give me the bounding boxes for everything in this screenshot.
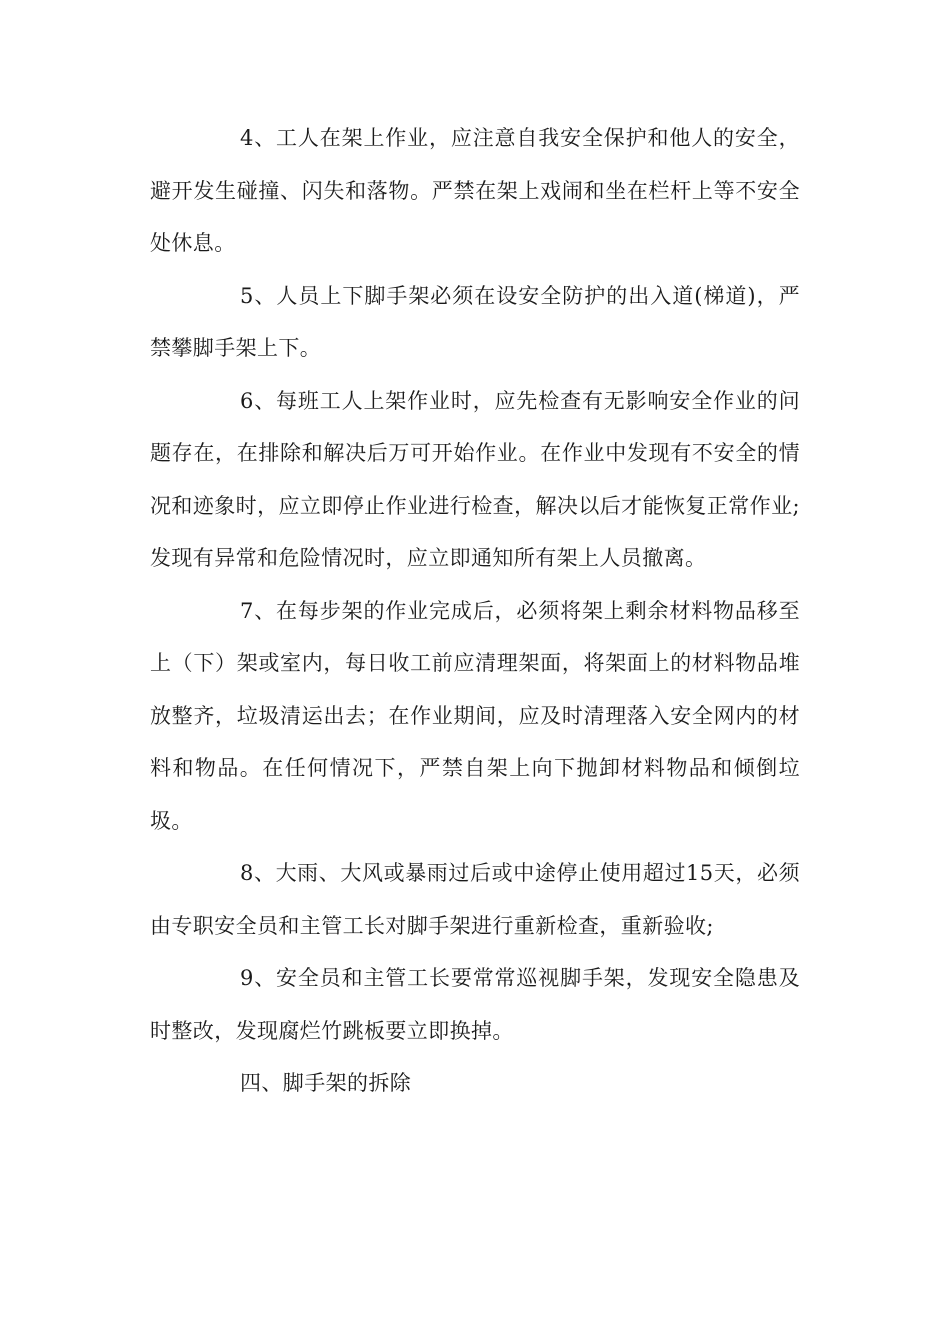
paragraph-item-9: 9、安全员和主管工长要常常巡视脚手架，发现安全隐患及时整改，发现腐烂竹跳板要立即换掉。 <box>150 966 800 1043</box>
paragraph-item-6: 6、每班工人上架作业时，应先检查有无影响安全作业的问题存在，在排除和解决后万可开始作业。在作业中发现有不安全的情况和迹象时，应立即停止作业进行检查，解决以后才能恢复正常作业;发现有异常和危险情况时，应立即通知所有架上人员撤离。 <box>150 388 800 570</box>
paragraph-item-8: 8、大雨、大风或暴雨过后或中途停止使用超过15天，必须由专职安全员和主管工长对脚手架进行重新检查，重新验收; <box>150 861 800 938</box>
paragraph-item-4: 4、工人在架上作业，应注意自我安全保护和他人的安全，避开发生碰撞、闪失和落物。严禁在架上戏闹和坐在栏杆上等不安全处休息。 <box>150 126 800 255</box>
paragraph-item-5: 5、人员上下脚手架必须在设安全防护的出入道(梯道)，严禁攀脚手架上下。 <box>150 283 800 360</box>
paragraph-item-7: 7、在每步架的作业完成后，必须将架上剩余材料物品移至上（下）架或室内，每日收工前应清理架面，将架面上的材料物品堆放整齐，垃圾清运出去；在作业期间，应及时清理落入安全网内的材料和物品。在任何情况下，严禁自架上向下抛卸材料物品和倾倒垃圾。 <box>150 598 800 833</box>
document-body <box>150 112 800 1110</box>
section-heading-dismantling: 四、脚手架的拆除 <box>240 1071 412 1095</box>
